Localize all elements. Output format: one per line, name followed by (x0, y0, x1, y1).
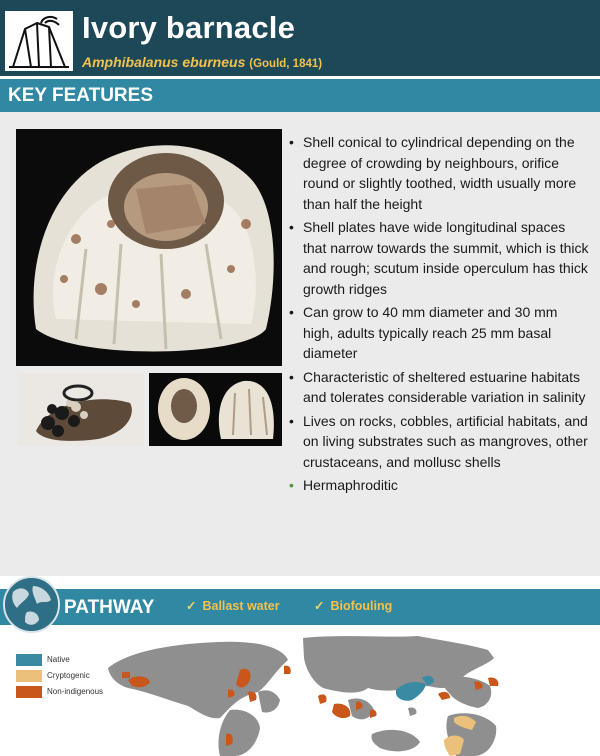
key-features-section (0, 112, 600, 576)
barnacle-logo-icon (4, 10, 74, 72)
legend-swatch (16, 686, 42, 698)
check-icon: ✓ (314, 599, 325, 613)
authority: (Gould, 1841) (249, 58, 323, 70)
latin-name: Amphibalanus eburneus (82, 54, 246, 70)
list-item: • Lives on rocks, cobbles, artificial habitats, and on living substrates such as mangroves, other crustaceans, and mollusc shells (289, 412, 588, 470)
key-features-heading: KEY FEATURES (8, 85, 153, 106)
globe-icon (3, 576, 60, 633)
bullet-icon: • (289, 304, 294, 320)
legend-swatch (16, 654, 42, 666)
barnacle-photo-main (16, 129, 282, 366)
distribution-map (108, 630, 508, 756)
barnacle-views-photo (149, 373, 282, 446)
list-item: • Can grow to 40 mm diameter and 30 mm high, adults typically reach 25 mm basal diameter (289, 304, 558, 361)
legend-swatch (16, 670, 42, 682)
pathway-item: ✓ Biofouling (314, 599, 393, 613)
bullet-icon: • (289, 412, 294, 429)
bullet-icon: • (289, 219, 294, 235)
bullet-icon: • (289, 134, 294, 150)
legend-item-cryptogenic: Cryptogenic (16, 670, 136, 684)
header-banner (0, 0, 600, 76)
legend-item-non-indigenous: Non-indigenous (16, 686, 136, 700)
list-item: • Hermaphroditic (289, 475, 589, 496)
pathway-item: ✓ Ballast water (186, 599, 280, 613)
list-item: • Characteristic of sheltered estuarine habitats and tolerates considerable variation in salinity (289, 368, 586, 405)
list-item: • Shell conical to cylindrical depending on the degree of crowding by neighbours, orifice round or slightly toothed, width usually more than half the height (289, 134, 577, 212)
list-item: • Shell plates have wide longitudinal spaces that narrow towards the summit, which is thick and rough; scutum inside operculum has thick growth ridges (289, 219, 589, 297)
scientific-name (82, 54, 322, 70)
legend-item-native: Native (16, 654, 136, 668)
barnacle-cluster-photo (18, 373, 144, 446)
pathway-heading: PATHWAY (64, 597, 155, 618)
bullet-icon: • (289, 368, 294, 385)
page-title: Ivory barnacle (82, 10, 296, 45)
key-features-list (289, 132, 589, 499)
bullet-icon: • (289, 477, 294, 493)
check-icon: ✓ (186, 599, 197, 613)
key-features-bar (0, 79, 600, 112)
